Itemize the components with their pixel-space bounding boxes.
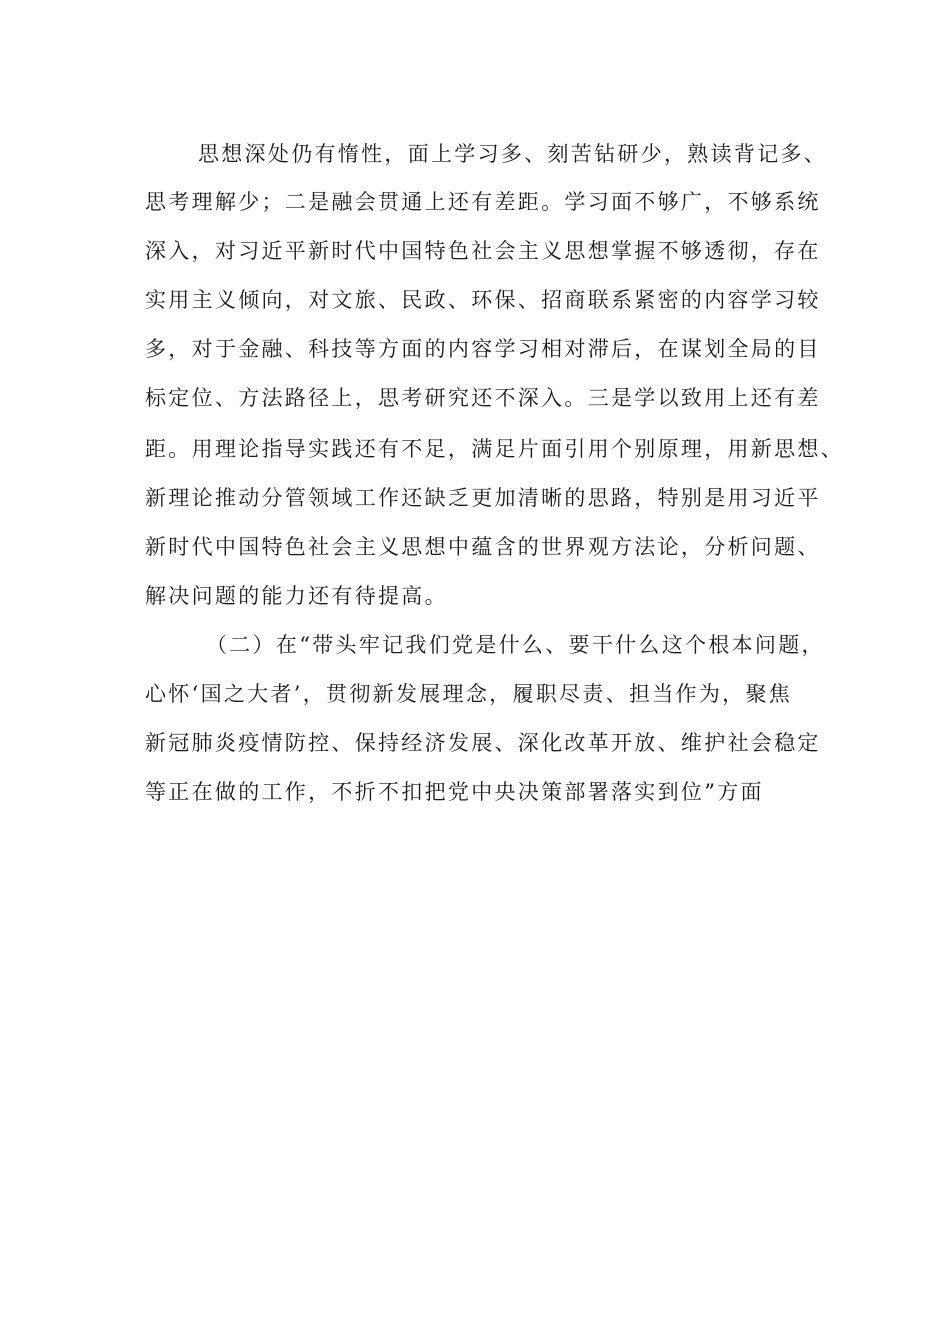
paragraph-1-line-8: 新理论推动分管领域工作还缺乏更加清晰的思路，特别是用习近平 bbox=[145, 486, 821, 510]
paragraph-1-line-2: 思考理解少；二是融会贯通上还有差距。学习面不够广，不够系统 bbox=[145, 190, 821, 214]
paragraph-2-line-4: 等正在做的工作，不折不扣把党中央决策部署落实到位”方面 bbox=[145, 780, 764, 804]
paragraph-1-line-7: 距。用理论指导实践还有不足，满足片面引用个别原理，用新思想、 bbox=[145, 437, 844, 461]
paragraph-1-line-4: 实用主义倾向，对文旅、民政、环保、招商联系紧密的内容学习较 bbox=[145, 288, 821, 312]
paragraph-2-line-2: 心怀‘国之大者’，贯彻新发展理念，履职尽责、担当作为，聚焦 bbox=[145, 682, 793, 706]
paragraph-1-line-9: 新时代中国特色社会主义思想中蕴含的世界观方法论，分析问题、 bbox=[145, 535, 821, 559]
paragraph-1-line-10: 解决问题的能力还有待提高。 bbox=[145, 584, 448, 608]
paragraph-1-line-6: 标定位、方法路径上，思考研究还不深入。三是学以致用上还有差 bbox=[145, 386, 821, 410]
paragraph-1-line-1: 思想深处仍有惰性，面上学习多、刻苦钻研少，熟读背记多、 bbox=[198, 142, 828, 166]
paragraph-1-line-3: 深入，对习近平新时代中国特色社会主义思想掌握不够透彻，存在 bbox=[145, 239, 821, 263]
paragraph-2-line-1: （二）在“带头牢记我们党是什么、要干什么这个根本问题， bbox=[206, 633, 825, 657]
paragraph-1-line-5: 多，对于金融、科技等方面的内容学习相对滞后，在谋划全局的目 bbox=[145, 337, 821, 361]
paragraph-2-line-3: 新冠肺炎疫情防控、保持经济发展、深化改革开放、维护社会稳定 bbox=[145, 731, 821, 755]
